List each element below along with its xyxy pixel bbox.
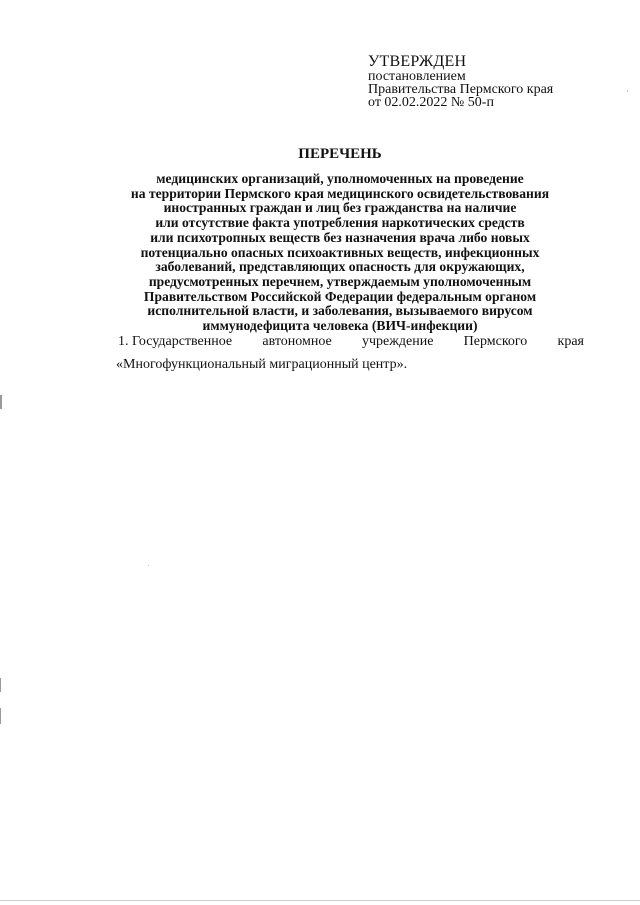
approval-title: УТВЕРЖДЕН [368, 53, 467, 70]
scan-artifact [0, 395, 2, 409]
list-item-word: 1. Государственное [118, 334, 233, 349]
subtitle-line: на территории Пермского края медицинского освидетельствования [130, 185, 550, 201]
document-title: ПЕРЕЧЕНЬ [298, 146, 382, 162]
scan-artifact [148, 565, 149, 566]
list-item-word: учреждение [361, 334, 434, 349]
subtitle-line: иностранных граждан и лиц без гражданства на наличие [163, 200, 517, 216]
subtitle-line: исполнительной власти, и заболевания, вызываемого вирусом [147, 303, 533, 319]
subtitle-line: Правительством Российской Федерации федеральным органом [143, 288, 537, 304]
approval-line: постановлением [368, 69, 466, 84]
list-item-word: автономное [262, 334, 332, 349]
subtitle-line: медицинских организаций, уполномоченных на проведение [156, 171, 524, 186]
subtitle-line: или отсутствие факта употребления наркотических средств [155, 215, 525, 231]
subtitle-line: иммунодефицита человека (ВИЧ-инфекции) [202, 318, 478, 334]
document-heading [90, 146, 590, 334]
subtitle-line: или психотропных веществ без назначения врача либо новых [150, 229, 530, 245]
list-item-first-line [118, 330, 584, 353]
scan-artifact [0, 708, 1, 724]
list-item-second-line: «Многофункциональный миграционный центр». [116, 357, 408, 372]
approval-stamp [368, 54, 618, 109]
subtitle-line: потенциально опасных психоактивных веществ, инфекционных [140, 244, 540, 260]
scan-artifact [0, 678, 1, 692]
list-item-word: Пермского [463, 334, 528, 349]
subtitle-line: заболеваний, представляющих опасность для окружающих, [155, 259, 525, 275]
list-item-word: края [557, 334, 584, 349]
approval-date-number: от 02.02.2022 № 50-п [368, 95, 494, 110]
approval-line: Правительства Пермского края [368, 82, 554, 97]
subtitle-line: предусмотренных перечнем, утверждаемым уполномоченным [148, 273, 532, 289]
scan-artifact [627, 90, 628, 92]
list-item [118, 330, 584, 376]
page-edge [0, 900, 640, 901]
document-subtitle [90, 172, 590, 334]
